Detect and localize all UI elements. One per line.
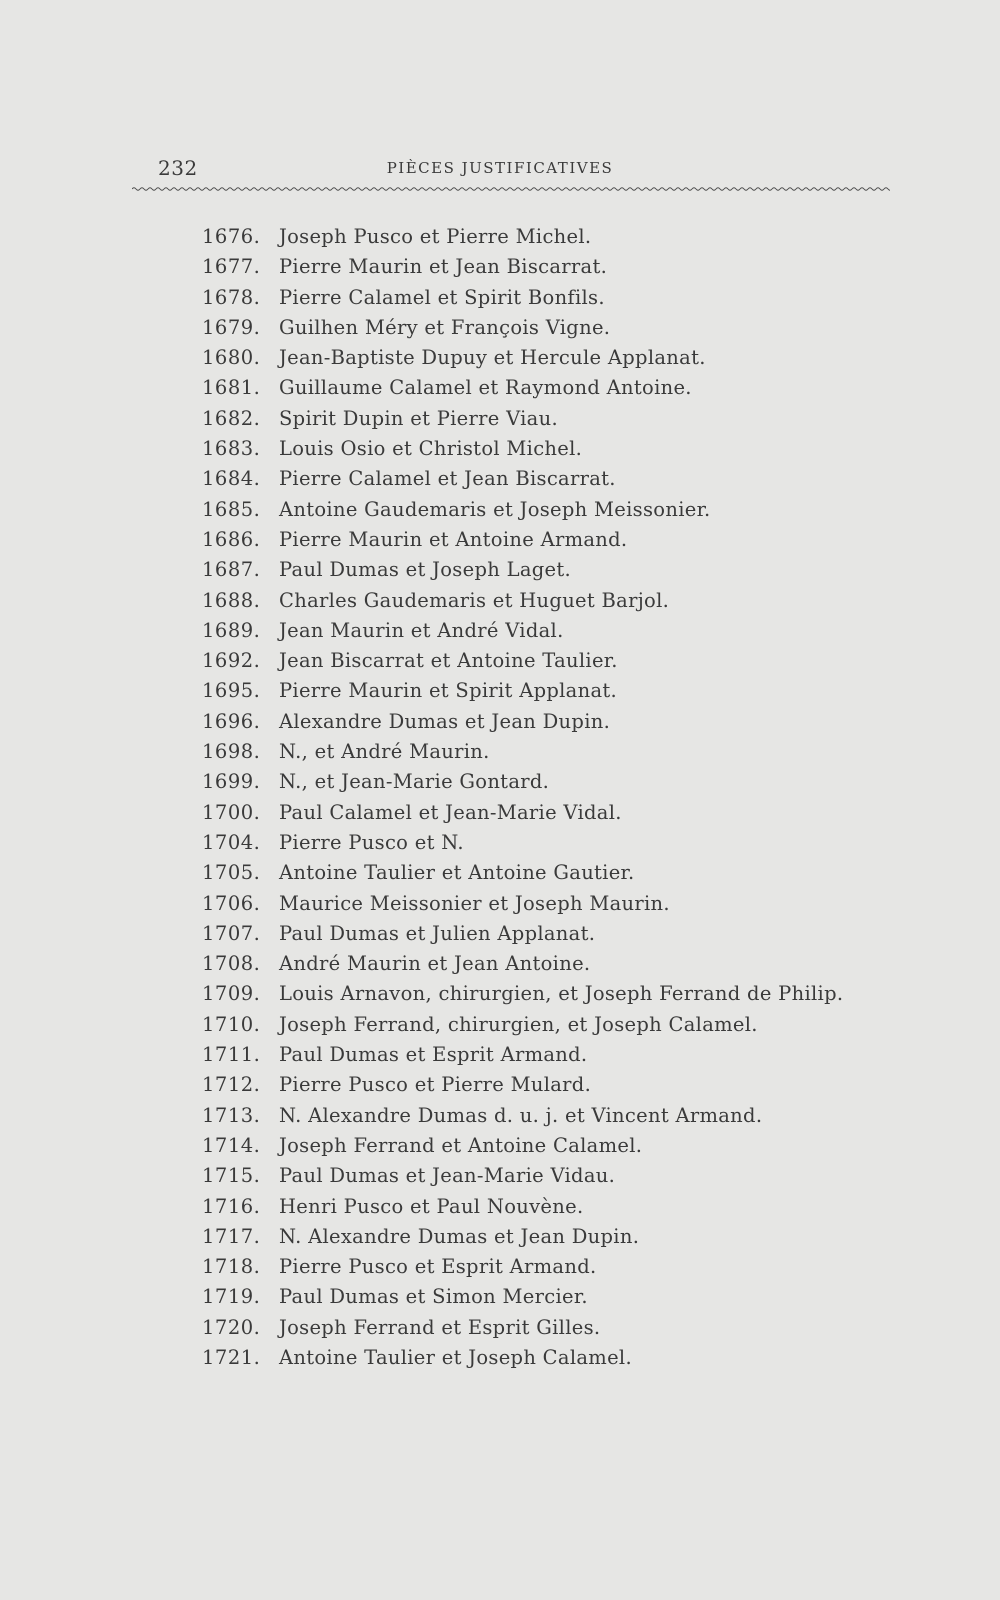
list-item: [0, 676, 1000, 706]
list-item: [0, 919, 1000, 949]
list-item: [0, 586, 1000, 616]
entry-names: N., et André Maurin.: [279, 740, 490, 764]
entry-names: N. Alexandre Dumas d. u. j. et Vincent Armand.: [279, 1103, 763, 1127]
entry-year: 1709.: [202, 982, 261, 1006]
entry-year: 1689.: [202, 618, 261, 642]
entry-names: N. Alexandre Dumas et Jean Dupin.: [279, 1224, 640, 1248]
entry-year: 1711.: [202, 1043, 261, 1067]
running-title: PIÈCES JUSTIFICATIVES: [386, 159, 614, 177]
entry-names: Guillaume Calamel et Raymond Antoine.: [279, 376, 692, 400]
list-item: [0, 949, 1000, 979]
entry-year: 1708.: [202, 952, 261, 976]
entry-names: Jean Biscarrat et Antoine Taulier.: [279, 649, 618, 673]
page-number: 232: [158, 156, 198, 180]
entry-year: 1695.: [202, 679, 261, 703]
entry-names: André Maurin et Jean Antoine.: [279, 952, 591, 976]
entry-year: 1714.: [202, 1133, 261, 1157]
list-item: [0, 1282, 1000, 1312]
entry-names: Paul Dumas et Jean-Marie Vidau.: [279, 1164, 616, 1188]
entry-year: 1719.: [202, 1285, 261, 1309]
entry-names: Joseph Pusco et Pierre Michel.: [279, 225, 592, 248]
list-item: [0, 1161, 1000, 1191]
entry-year: 1678.: [202, 285, 261, 309]
list-item: [0, 555, 1000, 585]
entry-names: Pierre Pusco et Pierre Mulard.: [279, 1073, 592, 1097]
entry-year: 1716.: [202, 1194, 261, 1218]
entry-names: Maurice Meissonier et Joseph Maurin.: [279, 891, 670, 915]
entry-year: 1707.: [202, 921, 261, 945]
list-item: [0, 707, 1000, 737]
entry-year: 1677.: [202, 255, 261, 279]
list-item: [0, 252, 1000, 282]
entry-year: 1680.: [202, 346, 261, 370]
entry-year: 1705.: [202, 861, 261, 885]
entry-names: Guilhen Méry et François Vigne.: [279, 315, 611, 339]
list-item: [0, 1131, 1000, 1161]
list-item: [0, 1192, 1000, 1222]
header-rule: [132, 186, 890, 192]
wavy-rule-graphic: [132, 186, 890, 192]
entry-year: 1684.: [202, 467, 261, 491]
entry-names: Henri Pusco et Paul Nouvène.: [279, 1194, 584, 1218]
entry-year: 1696.: [202, 709, 261, 733]
entry-year: 1710.: [202, 1012, 261, 1036]
entry-year: 1686.: [202, 527, 261, 551]
entry-names: Joseph Ferrand, chirurgien, et Joseph Calamel.: [279, 1012, 758, 1036]
entry-names: Jean Maurin et André Vidal.: [279, 618, 564, 642]
entry-names: Pierre Pusco et N.: [279, 830, 464, 854]
entry-year: 1720.: [202, 1315, 261, 1339]
entry-names: Pierre Maurin et Spirit Applanat.: [279, 679, 618, 703]
list-item: [0, 1252, 1000, 1282]
entry-year: 1704.: [202, 830, 261, 854]
entry-names: Paul Calamel et Jean-Marie Vidal.: [279, 800, 622, 824]
entry-names: N., et Jean-Marie Gontard.: [279, 770, 550, 794]
list-item: [0, 1010, 1000, 1040]
entry-names: Antoine Taulier et Antoine Gautier.: [279, 861, 635, 885]
list-item: [0, 464, 1000, 494]
entry-names: Spirit Dupin et Pierre Viau.: [279, 406, 558, 430]
entry-year: 1699.: [202, 770, 261, 794]
entries-list: [0, 222, 1000, 1373]
list-item: [0, 1313, 1000, 1343]
entry-year: 1685.: [202, 497, 261, 521]
list-item: [0, 1101, 1000, 1131]
entry-year: 1698.: [202, 740, 261, 764]
entry-names: Pierre Pusco et Esprit Armand.: [279, 1255, 597, 1279]
list-item: [0, 858, 1000, 888]
list-item: [0, 828, 1000, 858]
entry-year: 1717.: [202, 1224, 261, 1248]
entry-names: Pierre Maurin et Antoine Armand.: [279, 527, 628, 551]
entry-names: Paul Dumas et Julien Applanat.: [279, 921, 596, 945]
entry-names: Joseph Ferrand et Antoine Calamel.: [279, 1133, 643, 1157]
entry-names: Jean-Baptiste Dupuy et Hercule Applanat.: [279, 346, 706, 370]
entry-year: 1712.: [202, 1073, 261, 1097]
list-item: [0, 1070, 1000, 1100]
entry-names: Joseph Ferrand et Esprit Gilles.: [279, 1315, 601, 1339]
entry-year: 1688.: [202, 588, 261, 612]
list-item: [0, 495, 1000, 525]
entry-names: Charles Gaudemaris et Huguet Barjol.: [279, 588, 670, 612]
entry-year: 1682.: [202, 406, 261, 430]
list-item: [0, 1343, 1000, 1373]
entry-names: Antoine Gaudemaris et Joseph Meissonier.: [279, 497, 711, 521]
entry-year: 1713.: [202, 1103, 261, 1127]
entry-year: 1700.: [202, 800, 261, 824]
list-item: [0, 646, 1000, 676]
list-item: [0, 798, 1000, 828]
entry-year: 1721.: [202, 1345, 261, 1369]
list-item: [0, 283, 1000, 313]
list-item: [0, 343, 1000, 373]
list-item: [0, 767, 1000, 797]
entry-year: 1676.: [202, 225, 261, 248]
list-item: [0, 737, 1000, 767]
list-item: [0, 1222, 1000, 1252]
list-item: [0, 404, 1000, 434]
entry-year: 1718.: [202, 1255, 261, 1279]
entry-names: Pierre Calamel et Spirit Bonfils.: [279, 285, 605, 309]
list-item: [0, 373, 1000, 403]
list-item: [0, 979, 1000, 1009]
entry-names: Louis Arnavon, chirurgien, et Joseph Ferrand de Philip.: [279, 982, 844, 1006]
entry-names: Antoine Taulier et Joseph Calamel.: [279, 1345, 632, 1369]
entry-year: 1681.: [202, 376, 261, 400]
entry-names: Paul Dumas et Joseph Laget.: [279, 558, 572, 582]
entry-names: Alexandre Dumas et Jean Dupin.: [279, 709, 611, 733]
entry-names: Louis Osio et Christol Michel.: [279, 437, 583, 461]
list-item: [0, 313, 1000, 343]
list-item: [0, 434, 1000, 464]
list-item: [0, 1040, 1000, 1070]
list-item: [0, 222, 1000, 252]
entry-names: Pierre Calamel et Jean Biscarrat.: [279, 467, 616, 491]
entry-year: 1683.: [202, 437, 261, 461]
entry-names: Paul Dumas et Esprit Armand.: [279, 1043, 588, 1067]
entry-year: 1687.: [202, 558, 261, 582]
entry-year: 1706.: [202, 891, 261, 915]
entry-year: 1692.: [202, 649, 261, 673]
list-item: [0, 616, 1000, 646]
entry-year: 1679.: [202, 315, 261, 339]
entry-names: Paul Dumas et Simon Mercier.: [279, 1285, 588, 1309]
entry-year: 1715.: [202, 1164, 261, 1188]
list-item: [0, 525, 1000, 555]
entry-names: Pierre Maurin et Jean Biscarrat.: [279, 255, 608, 279]
list-item: [0, 889, 1000, 919]
